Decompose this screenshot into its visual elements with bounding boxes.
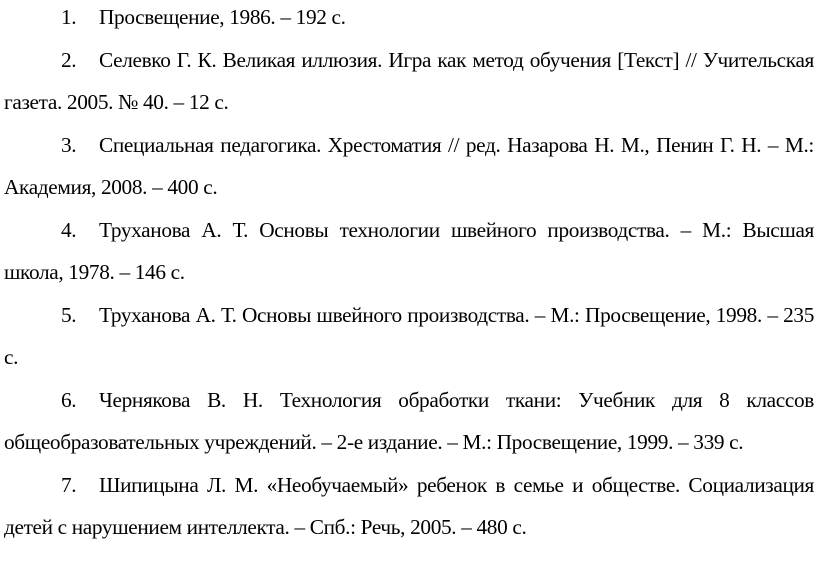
reference-text: Труханова А. Т. Основы швейного производства. – М.: Просвещение, 1998. – 235 с.	[4, 302, 814, 369]
reference-number: 3.	[61, 132, 77, 157]
reference-list	[4, 0, 814, 549]
reference-item-5	[4, 294, 814, 379]
reference-number: 2.	[61, 47, 77, 72]
reference-text: Специальная педагогика. Хрестоматия // ред. Назарова Н. М., Пенин Г. Н. – М.: Академия, 2008. – 400 с.	[4, 132, 814, 199]
reference-number: 6.	[61, 387, 77, 412]
reference-text: Селевко Г. К. Великая иллюзия. Игра как метод обучения [Текст] // Учительская газета. 2005. № 40. – 12 с.	[4, 47, 814, 114]
reference-text: Шипицына Л. М. «Необучаемый» ребенок в семье и обществе. Социализация детей с нарушением интеллекта. – Спб.: Речь, 2005. – 480 с.	[4, 472, 814, 539]
reference-item-1	[4, 0, 814, 39]
reference-number: 7.	[61, 472, 77, 497]
reference-item-2	[4, 39, 814, 124]
reference-text: Просвещение, 1986. – 192 с.	[99, 5, 346, 29]
reference-number: 5.	[61, 302, 77, 327]
reference-number: 4.	[61, 217, 77, 242]
reference-item-6	[4, 379, 814, 464]
reference-number: 1.	[61, 5, 77, 29]
reference-item-4	[4, 209, 814, 294]
reference-text: Труханова А. Т. Основы технологии швейного производства. – М.: Высшая школа, 1978. – 146 с.	[4, 217, 814, 284]
reference-item-3	[4, 124, 814, 209]
reference-item-7	[4, 464, 814, 549]
reference-text: Чернякова В. Н. Технология обработки ткани: Учебник для 8 классов общеобразовательных учреждений. – 2-е издание. – М.: Просвещение, 1999. – 339 с.	[4, 387, 814, 454]
